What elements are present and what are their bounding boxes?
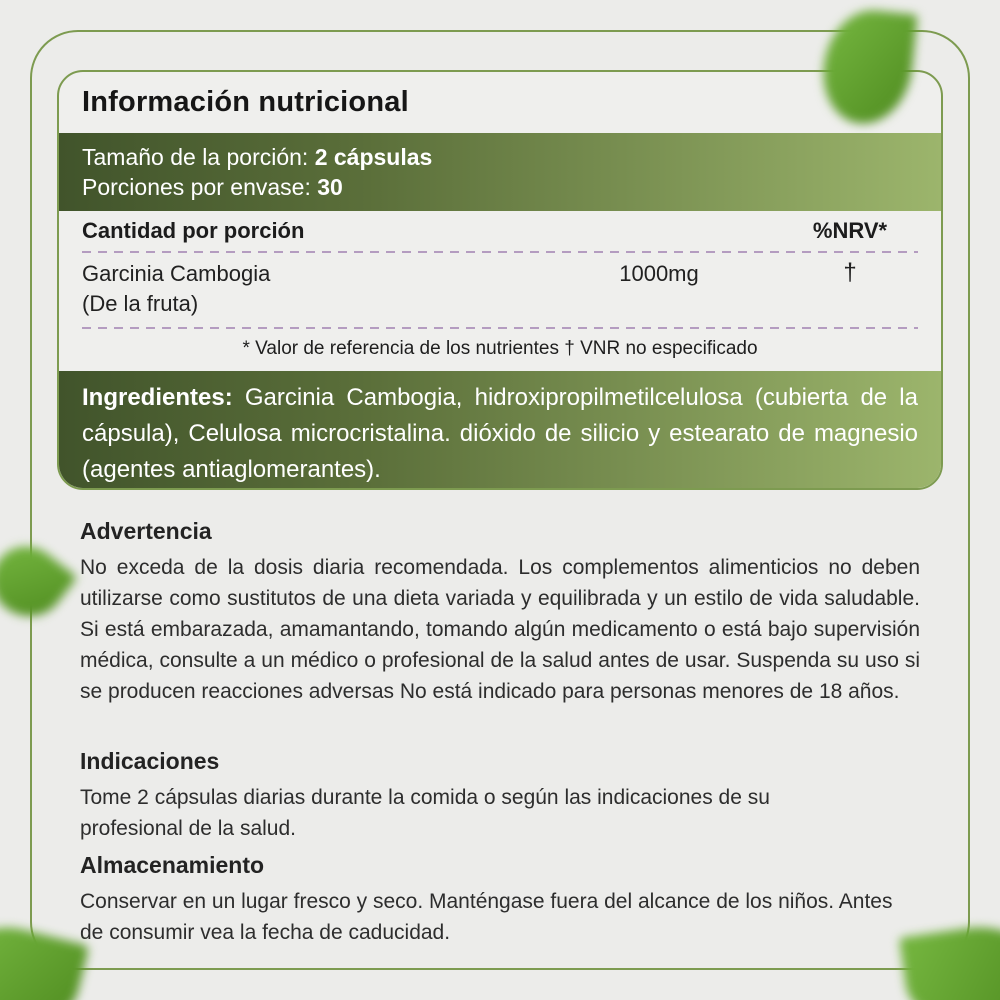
indicaciones-body: Tome 2 cápsulas diarias durante la comida o según las indicaciones de su profesional de la salud.: [80, 786, 770, 840]
nutrient-name-main: Garcinia Cambogia: [82, 261, 271, 286]
ingredients-text: Garcinia Cambogia, hidroxipropilmetilcelulosa (cubierta de la cápsula), Celulosa microcristalina. dióxido de silicio y estearato de magnesio (agentes antiaglomerantes).: [82, 384, 918, 483]
facts-footnote: * Valor de referencia de los nutrientes † VNR no especificado: [242, 338, 758, 359]
nutrient-amount: 1000mg: [619, 261, 699, 286]
nrv-header: %NRV*: [812, 218, 888, 243]
nutrient-name-detail: (De la fruta): [82, 291, 199, 316]
serving-size-label: Tamaño de la porción:: [82, 144, 315, 170]
section-advertencia: [80, 518, 920, 707]
indicaciones-heading: Indicaciones: [80, 748, 220, 774]
section-almacenamiento: [80, 852, 920, 948]
card-title: Información nutricional: [82, 86, 409, 118]
advertencia-body: No exceda de la dosis diaria recomendada. Los complementos alimenticios no deben utilizarse como sustitutos de una dieta variada y equilibrada y un estilo de vida saludable. Si está embarazada, amamantando, tomando algún medicamento o está bajo supervisión médica, consulte a un médico o profesional de la salud antes de usar. Suspenda su uso si se producen reacciones adversas No está indicado para personas menores de 18 años.: [80, 556, 920, 703]
advertencia-heading: Advertencia: [80, 518, 212, 544]
almacenamiento-heading: Almacenamiento: [80, 852, 265, 878]
servings-count-label: Porciones por envase:: [82, 174, 318, 200]
card-title-row: [59, 72, 941, 133]
ingredients-label: Ingredientes:: [82, 384, 245, 411]
nutrition-facts-card: [57, 70, 943, 490]
facts-header-row: [82, 211, 918, 251]
nutrient-nrv-dagger: †: [843, 259, 857, 286]
serving-size-bar: [59, 133, 941, 211]
nutrient-row: [82, 253, 918, 327]
ingredients-block: [59, 371, 941, 488]
almacenamiento-body: Conservar en un lugar fresco y seco. Manténgase fuera del alcance de los niños. Antes de consumir vea la fecha de caducidad.: [80, 890, 893, 944]
servings-per-container-line: [82, 172, 941, 202]
servings-count-value: 30: [317, 174, 343, 200]
facts-table: [59, 211, 941, 371]
serving-size-line: [82, 142, 941, 172]
section-indicaciones: [80, 748, 920, 844]
serving-size-value: 2 cápsulas: [314, 144, 433, 170]
amount-per-serving-header: Cantidad por porción: [82, 218, 305, 243]
